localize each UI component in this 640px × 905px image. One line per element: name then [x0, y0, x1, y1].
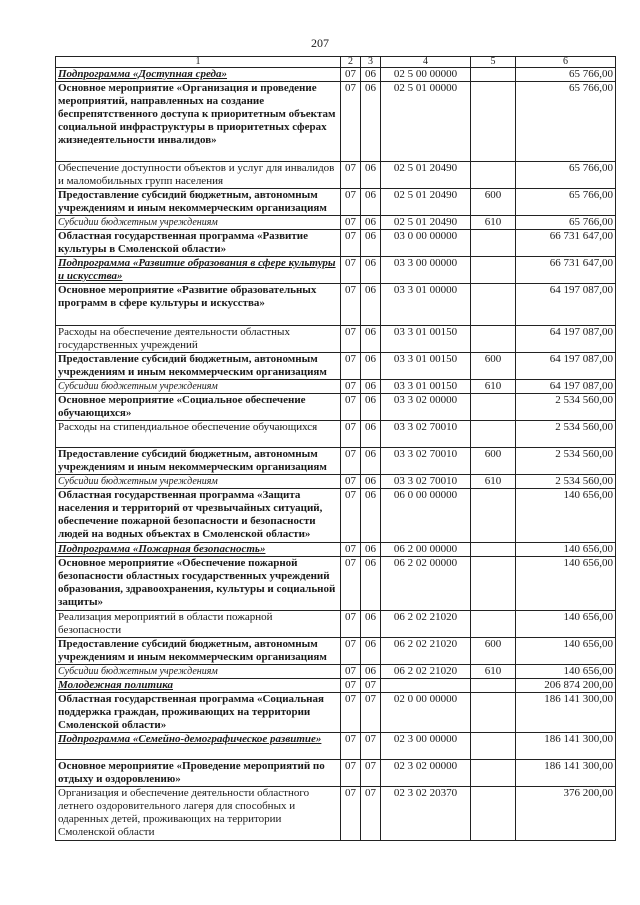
- row-amount: 2 534 560,00: [516, 421, 616, 448]
- row-target-article: 02 3 02 20370: [381, 787, 471, 841]
- table-row: [56, 693, 616, 733]
- table-row: [56, 353, 616, 380]
- row-target-article: 02 3 02 00000: [381, 760, 471, 787]
- table-row: [56, 380, 616, 394]
- table-row: [56, 611, 616, 638]
- row-amount: 140 656,00: [516, 611, 616, 638]
- row-section-code: 07: [341, 326, 361, 353]
- row-subsection-code: 06: [361, 284, 381, 326]
- table-row: [56, 189, 616, 216]
- table-row: [56, 230, 616, 257]
- row-description: Основное мероприятие «Обеспечение пожарной безопасности областных государственных учреждений образования, здравоохранения, культуры и социальной защиты»: [56, 557, 341, 611]
- row-section-code: 07: [341, 448, 361, 475]
- page-number: 207: [311, 36, 329, 50]
- row-expense-type: [471, 162, 516, 189]
- row-description: Субсидии бюджетным учреждениям: [56, 475, 341, 489]
- row-section-code: 07: [341, 68, 361, 82]
- row-subsection-code: 06: [361, 257, 381, 284]
- header-col-5: 5: [471, 57, 516, 68]
- table-row: [56, 475, 616, 489]
- row-description: Предоставление субсидий бюджетным, автономным учреждениям и иным некоммерческим организациям: [56, 448, 341, 475]
- row-expense-type: 600: [471, 448, 516, 475]
- row-description: Предоставление субсидий бюджетным, автономным учреждениям и иным некоммерческим организациям: [56, 638, 341, 665]
- row-expense-type: 610: [471, 665, 516, 679]
- header-col-4: 4: [381, 57, 471, 68]
- row-description: Основное мероприятие «Социальное обеспечение обучающихся»: [56, 394, 341, 421]
- row-description: Молодежная политика: [56, 679, 341, 693]
- row-amount: 186 141 300,00: [516, 733, 616, 760]
- row-subsection-code: 06: [361, 380, 381, 394]
- table-header-row: [56, 57, 616, 68]
- row-subsection-code: 06: [361, 82, 381, 162]
- row-target-article: 03 3 02 70010: [381, 421, 471, 448]
- table-row: [56, 665, 616, 679]
- row-subsection-code: 06: [361, 638, 381, 665]
- row-description: Предоставление субсидий бюджетным, автономным учреждениям и иным некоммерческим организациям: [56, 189, 341, 216]
- row-description: Подпрограмма «Доступная среда»: [56, 68, 341, 82]
- row-amount: 66 731 647,00: [516, 230, 616, 257]
- row-description: Расходы на обеспечение деятельности областных государственных учреждений: [56, 326, 341, 353]
- row-subsection-code: 06: [361, 421, 381, 448]
- row-amount: 2 534 560,00: [516, 394, 616, 421]
- table-row: [56, 679, 616, 693]
- table-row: [56, 787, 616, 841]
- row-target-article: 03 3 02 00000: [381, 394, 471, 421]
- row-section-code: 07: [341, 489, 361, 543]
- row-amount: 2 534 560,00: [516, 475, 616, 489]
- row-section-code: 07: [341, 353, 361, 380]
- row-subsection-code: 06: [361, 189, 381, 216]
- row-amount: 64 197 087,00: [516, 326, 616, 353]
- header-col-1: 1: [56, 57, 341, 68]
- row-target-article: 02 5 01 00000: [381, 82, 471, 162]
- row-target-article: 03 3 02 70010: [381, 448, 471, 475]
- row-section-code: 07: [341, 257, 361, 284]
- row-section-code: 07: [341, 162, 361, 189]
- row-section-code: 07: [341, 638, 361, 665]
- table-row: [56, 638, 616, 665]
- row-subsection-code: 06: [361, 394, 381, 421]
- row-amount: 66 731 647,00: [516, 257, 616, 284]
- row-section-code: 07: [341, 189, 361, 216]
- row-section-code: 07: [341, 557, 361, 611]
- row-section-code: 07: [341, 216, 361, 230]
- header-col-6: 6: [516, 57, 616, 68]
- table-row: [56, 733, 616, 760]
- row-amount: 376 200,00: [516, 787, 616, 841]
- table-row: [56, 557, 616, 611]
- row-description: Подпрограмма «Развитие образования в сфере культуры и искусства»: [56, 257, 341, 284]
- table-row: [56, 760, 616, 787]
- row-expense-type: [471, 326, 516, 353]
- row-amount: 65 766,00: [516, 216, 616, 230]
- row-description: Обеспечение доступности объектов и услуг для инвалидов и маломобильных групп населения: [56, 162, 341, 189]
- row-expense-type: 600: [471, 189, 516, 216]
- row-subsection-code: 06: [361, 448, 381, 475]
- row-subsection-code: 07: [361, 733, 381, 760]
- row-expense-type: 610: [471, 380, 516, 394]
- row-description: Расходы на стипендиальное обеспечение обучающихся: [56, 421, 341, 448]
- row-target-article: 06 2 02 21020: [381, 665, 471, 679]
- row-expense-type: [471, 557, 516, 611]
- budget-table: [55, 56, 616, 841]
- row-section-code: 07: [341, 230, 361, 257]
- row-amount: 206 874 200,00: [516, 679, 616, 693]
- row-amount: 65 766,00: [516, 68, 616, 82]
- row-expense-type: [471, 82, 516, 162]
- row-target-article: 02 5 01 20490: [381, 162, 471, 189]
- row-target-article: 06 2 02 21020: [381, 638, 471, 665]
- row-amount: 140 656,00: [516, 543, 616, 557]
- row-target-article: 06 0 00 00000: [381, 489, 471, 543]
- row-subsection-code: 06: [361, 230, 381, 257]
- table-row: [56, 421, 616, 448]
- row-amount: 140 656,00: [516, 489, 616, 543]
- row-section-code: 07: [341, 543, 361, 557]
- row-section-code: 07: [341, 760, 361, 787]
- row-amount: 64 197 087,00: [516, 380, 616, 394]
- row-target-article: 02 5 00 00000: [381, 68, 471, 82]
- row-expense-type: [471, 787, 516, 841]
- row-subsection-code: 06: [361, 611, 381, 638]
- row-description: Реализация мероприятий в области пожарной безопасности: [56, 611, 341, 638]
- table-row: [56, 543, 616, 557]
- row-expense-type: 600: [471, 353, 516, 380]
- row-section-code: 07: [341, 787, 361, 841]
- row-subsection-code: 06: [361, 353, 381, 380]
- row-expense-type: [471, 421, 516, 448]
- row-description: Областная государственная программа «Защита населения и территорий от чрезвычайных ситуаций, обеспечение пожарной безопасности и безопасности людей на водных объектах в Смоленской области»: [56, 489, 341, 543]
- row-expense-type: [471, 733, 516, 760]
- row-subsection-code: 06: [361, 543, 381, 557]
- row-expense-type: [471, 284, 516, 326]
- row-description: Областная государственная программа «Социальная поддержка граждан, проживающих на территории Смоленской области»: [56, 693, 341, 733]
- row-amount: 186 141 300,00: [516, 760, 616, 787]
- row-description: Областная государственная программа «Развитие культуры в Смоленской области»: [56, 230, 341, 257]
- row-target-article: 03 3 01 00150: [381, 380, 471, 394]
- row-section-code: 07: [341, 284, 361, 326]
- row-description: Субсидии бюджетным учреждениям: [56, 216, 341, 230]
- row-expense-type: [471, 394, 516, 421]
- row-target-article: 06 2 02 00000: [381, 557, 471, 611]
- row-subsection-code: 07: [361, 693, 381, 733]
- row-section-code: 07: [341, 475, 361, 489]
- table-row: [56, 162, 616, 189]
- header-col-3: 3: [361, 57, 381, 68]
- row-amount: 140 656,00: [516, 638, 616, 665]
- row-subsection-code: 06: [361, 216, 381, 230]
- row-section-code: 07: [341, 394, 361, 421]
- row-section-code: 07: [341, 733, 361, 760]
- table-row: [56, 394, 616, 421]
- row-amount: 186 141 300,00: [516, 693, 616, 733]
- row-subsection-code: 06: [361, 557, 381, 611]
- row-target-article: 02 3 00 00000: [381, 733, 471, 760]
- row-target-article: 06 2 00 00000: [381, 543, 471, 557]
- row-amount: 2 534 560,00: [516, 448, 616, 475]
- row-section-code: 07: [341, 611, 361, 638]
- row-expense-type: 600: [471, 638, 516, 665]
- header-col-2: 2: [341, 57, 361, 68]
- row-expense-type: [471, 760, 516, 787]
- table-row: [56, 489, 616, 543]
- row-description: Подпрограмма «Пожарная безопасность»: [56, 543, 341, 557]
- row-description: Предоставление субсидий бюджетным, автономным учреждениям и иным некоммерческим организациям: [56, 353, 341, 380]
- row-expense-type: [471, 257, 516, 284]
- table-row: [56, 448, 616, 475]
- row-target-article: 02 5 01 20490: [381, 189, 471, 216]
- row-amount: 65 766,00: [516, 162, 616, 189]
- row-subsection-code: 06: [361, 68, 381, 82]
- row-expense-type: [471, 68, 516, 82]
- row-subsection-code: 07: [361, 679, 381, 693]
- row-amount: 140 656,00: [516, 557, 616, 611]
- row-section-code: 07: [341, 679, 361, 693]
- row-description: Организация и обеспечение деятельности областного летнего оздоровительного лагеря для способных и одаренных детей, проживающих на территории Смоленской области: [56, 787, 341, 841]
- row-description: Субсидии бюджетным учреждениям: [56, 665, 341, 679]
- row-amount: 64 197 087,00: [516, 353, 616, 380]
- row-amount: 64 197 087,00: [516, 284, 616, 326]
- table-row: [56, 82, 616, 162]
- row-amount: 140 656,00: [516, 665, 616, 679]
- table-row: [56, 326, 616, 353]
- row-target-article: 03 0 00 00000: [381, 230, 471, 257]
- row-expense-type: [471, 679, 516, 693]
- row-expense-type: [471, 489, 516, 543]
- table-body: [56, 68, 616, 841]
- row-target-article: 06 2 02 21020: [381, 611, 471, 638]
- row-subsection-code: 07: [361, 760, 381, 787]
- row-target-article: 03 3 01 00000: [381, 284, 471, 326]
- row-target-article: [381, 679, 471, 693]
- row-description: Основное мероприятие «Проведение мероприятий по отдыху и оздоровлению»: [56, 760, 341, 787]
- row-section-code: 07: [341, 665, 361, 679]
- row-section-code: 07: [341, 380, 361, 394]
- row-expense-type: [471, 543, 516, 557]
- row-expense-type: [471, 230, 516, 257]
- row-target-article: 03 3 02 70010: [381, 475, 471, 489]
- row-subsection-code: 06: [361, 665, 381, 679]
- row-target-article: 03 3 00 00000: [381, 257, 471, 284]
- table-row: [56, 284, 616, 326]
- row-subsection-code: 06: [361, 162, 381, 189]
- row-description: Субсидии бюджетным учреждениям: [56, 380, 341, 394]
- row-target-article: 02 0 00 00000: [381, 693, 471, 733]
- row-subsection-code: 06: [361, 489, 381, 543]
- row-amount: 65 766,00: [516, 189, 616, 216]
- row-expense-type: [471, 693, 516, 733]
- row-description: Подпрограмма «Семейно-демографическое развитие»: [56, 733, 341, 760]
- row-section-code: 07: [341, 82, 361, 162]
- row-expense-type: 610: [471, 475, 516, 489]
- table-row: [56, 257, 616, 284]
- table-row: [56, 216, 616, 230]
- row-description: Основное мероприятие «Развитие образовательных программ в сфере культуры и искусства»: [56, 284, 341, 326]
- row-target-article: 02 5 01 20490: [381, 216, 471, 230]
- row-description: Основное мероприятие «Организация и проведение мероприятий, направленных на создание беспрепятственного доступа к приоритетным объектам социальной инфраструктуры в приоритетных сферах жизнедеятельности инвалидов»: [56, 82, 341, 162]
- row-section-code: 07: [341, 693, 361, 733]
- row-subsection-code: 07: [361, 787, 381, 841]
- row-amount: 65 766,00: [516, 82, 616, 162]
- row-target-article: 03 3 01 00150: [381, 353, 471, 380]
- row-subsection-code: 06: [361, 475, 381, 489]
- row-subsection-code: 06: [361, 326, 381, 353]
- row-expense-type: 610: [471, 216, 516, 230]
- table-row: [56, 68, 616, 82]
- row-expense-type: [471, 611, 516, 638]
- row-target-article: 03 3 01 00150: [381, 326, 471, 353]
- row-section-code: 07: [341, 421, 361, 448]
